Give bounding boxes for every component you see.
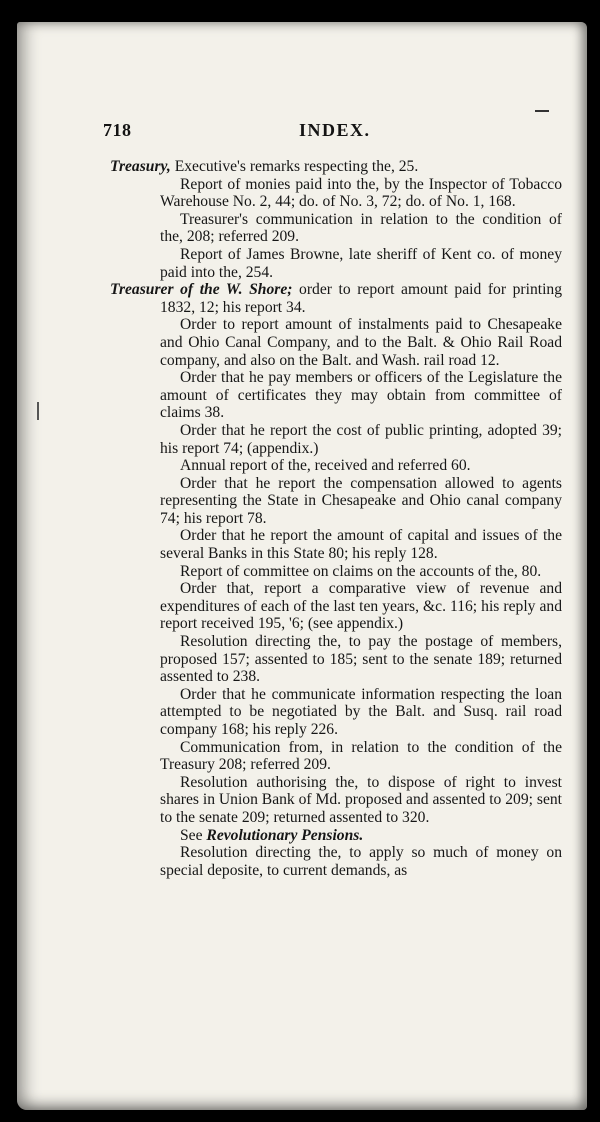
entry-heading: Treasury, (110, 158, 171, 175)
sub-entry: Order that he report the cost of public printing, adopted 39; his report 74; (appendix.) (160, 421, 562, 457)
margin-dash (535, 110, 549, 112)
index-entry-treasury (110, 158, 562, 281)
sub-entry: Report of committee on claims on the accounts of the, 80. (180, 562, 542, 580)
sub-entry: Order that, report a comparative view of revenue and expenditures of each of the last ten years, &c. 116; his reply and report received 195, '6; (see appendix.) (160, 580, 562, 633)
sub-entry: Report of James Browne, late sheriff of Kent co. of money paid into the, 254. (160, 245, 562, 281)
page-header (103, 120, 563, 142)
entry-lead: order to report amount paid for printing 1832, 12; his report 34. (160, 281, 562, 316)
sub-entry: Order that he communicate information respecting the loan attempted to be negotiated by the Balt. and Susq. rail road company 168; his reply 226. (160, 685, 562, 738)
entry-head (110, 158, 562, 176)
sub-entry: Order that he report the compensation allowed to agents representing the State in Chesapeake and Ohio canal company 74; his report 78. (160, 474, 562, 527)
sub-entry: Resolution directing the, to pay the postage of members, proposed 157; assented to 185; sent to the senate 189; returned assented to 238. (160, 633, 562, 686)
entry-head (110, 281, 562, 316)
see-also-entry (110, 827, 562, 845)
sub-entry: Order to report amount of instalments paid to Chesapeake and Ohio Canal Company, and to the Balt. & Ohio Rail Road company, and also on the Balt. and Wash. rail road 12. (160, 316, 562, 369)
sub-entry: Report of monies paid into the, by the Inspector of Tobacco Warehouse No. 2, 44; do. of No. 3, 72; do. of No. 1, 168. (160, 175, 562, 211)
sub-entry: Resolution directing the, to apply so much of money on special deposite, to current demands, as (160, 844, 562, 879)
running-title: INDEX. (299, 120, 371, 140)
index-body (110, 158, 562, 879)
sub-entry: Annual report of the, received and referred 60. (180, 457, 471, 475)
sub-entry: Order that he pay members or officers of the Legislature the amount of certificates they may obtain from committee of claims 38. (160, 369, 562, 422)
sub-entry: Communication from, in relation to the condition of the Treasury 208; referred 209. (160, 738, 562, 774)
sub-entry: Order that he report the amount of capital and issues of the several Banks in this State 80; his reply 128. (160, 527, 562, 563)
see-reference: Revolutionary Pensions. (206, 826, 364, 844)
page-number: 718 (103, 120, 132, 140)
margin-tick (37, 402, 39, 420)
entry-lead: Executive's remarks respecting the, 25. (170, 158, 419, 175)
index-entry-treasurer (110, 281, 562, 879)
see-prefix: See (180, 826, 207, 844)
sub-entry: Resolution authorising the, to dispose of right to invest shares in Union Bank of Md. proposed and assented to 209; sent to the senate 209; returned assented to 320. (160, 773, 562, 826)
book-page (17, 22, 587, 1110)
sub-entry: Treasurer's communication in relation to the condition of the, 208; referred 209. (160, 210, 562, 246)
entry-heading: Treasurer of the W. Shore; (110, 281, 293, 299)
